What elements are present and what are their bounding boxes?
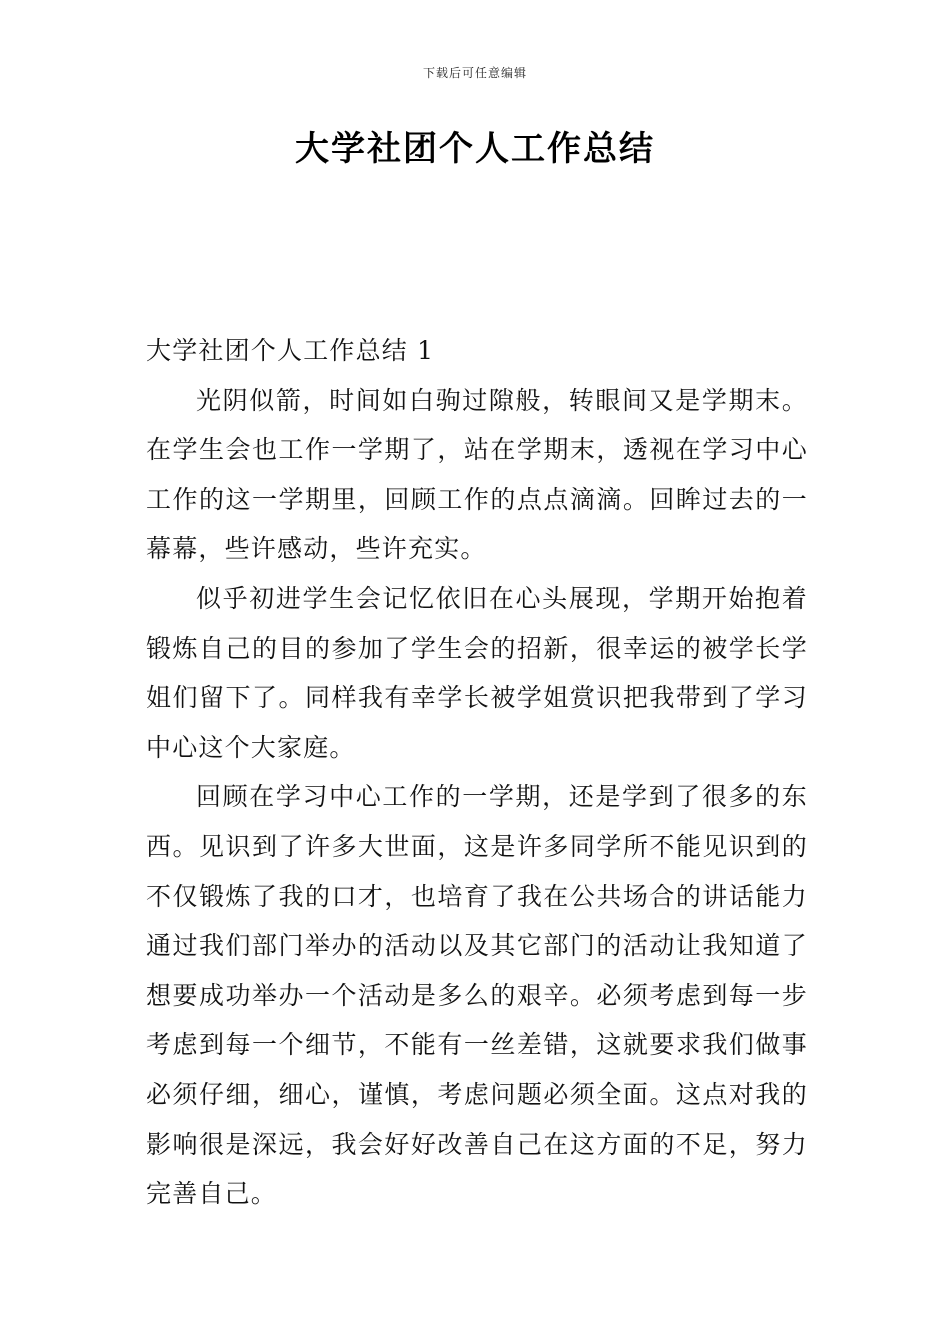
document-title: 大学社团个人工作总结 xyxy=(295,129,655,169)
paragraph-1: 光阴似箭，时间如白驹过隙般，转眼间又是学期末。在学生会也工作一学期了，站在学期末，透视在学习中心工作的这一学期里，回顾工作的点点滴滴。回眸过去的一幕幕，些许感动，些许充实。 xyxy=(146,385,808,564)
paragraph-3: 回顾在学习中心工作的一学期，还是学到了很多的东西。见识到了许多大世面，这是许多同学所不能见识到的不仅锻炼了我的口才，也培育了我在公共场合的讲话能力通过我们部门举办的活动以及其它部门的活动让我知道了想要成功举办一个活动是多么的艰辛。必须考虑到每一步考虑到每一个细节，不能有一丝差错，这就要求我们做事必须仔细，细心，谨慎，考虑问题必须全面。这点对我的影响很是深远，我会好好改善自己在这方面的不足，努力完善自己。 xyxy=(146,782,808,1209)
document-body xyxy=(146,326,808,1219)
paragraph-2: 似乎初进学生会记忆依旧在心头展现，学期开始抱着锻炼自己的目的参加了学生会的招新，很幸运的被学长学姐们留下了。同样我有幸学长被学姐赏识把我带到了学习中心这个大家庭。 xyxy=(146,583,808,762)
section-heading: 大学社团个人工作总结 1 xyxy=(146,336,435,365)
header-note: 下载后可任意编辑 xyxy=(422,66,527,80)
